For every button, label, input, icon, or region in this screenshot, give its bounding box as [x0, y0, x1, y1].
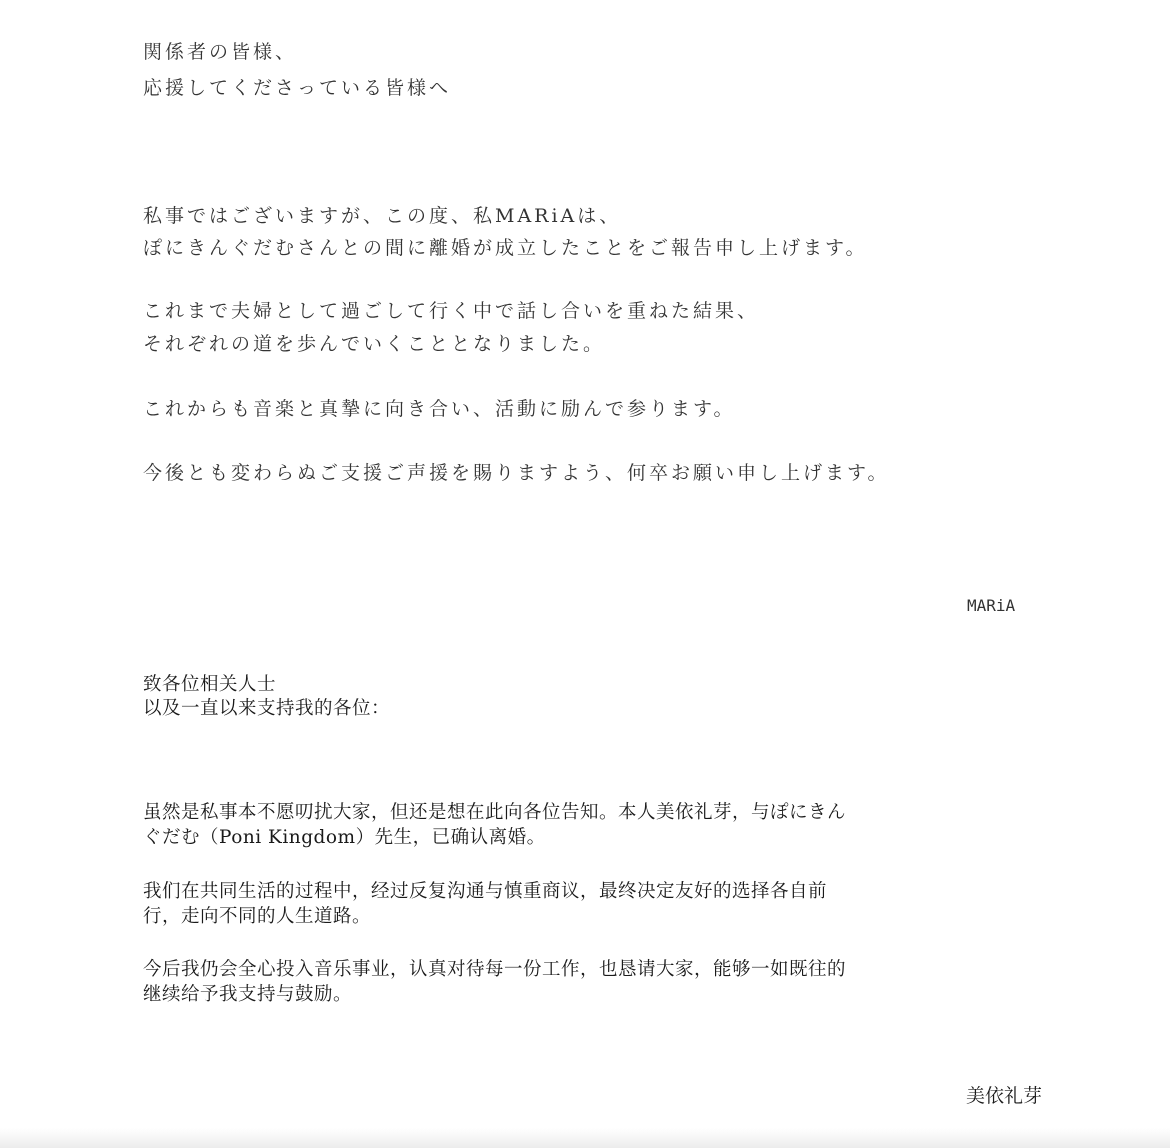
cn-paragraph-2-line-1: 我们在共同生活的过程中，经过反复沟通与慎重商议，最终决定友好的选择各自前 — [143, 881, 828, 902]
jp-paragraph-2-line-1: これまで夫婦として過ごして行く中で話し合いを重ねた結果、 — [143, 300, 760, 322]
cn-salutation-line-2: 以及一直以来支持我的各位： — [143, 698, 391, 719]
cn-paragraph-1-line-1: 虽然是私事本不愿叨扰大家，但还是想在此向各位告知。本人美依礼芽，与ぽにきん — [143, 802, 847, 823]
cn-paragraph-2-line-2: 行，走向不同的人生道路。 — [143, 906, 372, 927]
jp-paragraph-2-line-2: それぞれの道を歩んでいくこととなりました。 — [143, 333, 606, 355]
jp-salutation-line-2: 応援してくださっている皆様へ — [143, 77, 452, 99]
jp-paragraph-1-line-2: ぽにきんぐだむさんとの間に離婚が成立したことをご報告申し上げます。 — [143, 237, 868, 259]
cn-signature: 美依礼芽 — [966, 1085, 1043, 1107]
jp-paragraph-3-line-1: これからも音楽と真摯に向き合い、活動に励んで参ります。 — [143, 398, 736, 420]
jp-paragraph-1-line-1: 私事ではございますが、この度、私MARiAは、 — [143, 205, 622, 227]
jp-paragraph-4-line-1: 今後とも変わらぬご支援ご声援を賜りますよう、何卒お願い申し上げます。 — [143, 462, 890, 484]
cn-salutation-line-1: 致各位相关人士 — [143, 674, 277, 695]
page-bottom-edge — [0, 1128, 1170, 1148]
cn-paragraph-3-line-1: 今后我仍会全心投入音乐事业，认真对待每一份工作，也恳请大家，能够一如既往的 — [143, 959, 847, 980]
cn-paragraph-1-line-2: ぐだむ（Poni Kingdom）先生，已确认离婚。 — [143, 827, 546, 848]
cn-paragraph-3-line-2: 继续给予我支持与鼓励。 — [143, 984, 353, 1005]
jp-signature: MARiA — [967, 596, 1016, 615]
jp-salutation-line-1: 関係者の皆様、 — [143, 41, 298, 63]
